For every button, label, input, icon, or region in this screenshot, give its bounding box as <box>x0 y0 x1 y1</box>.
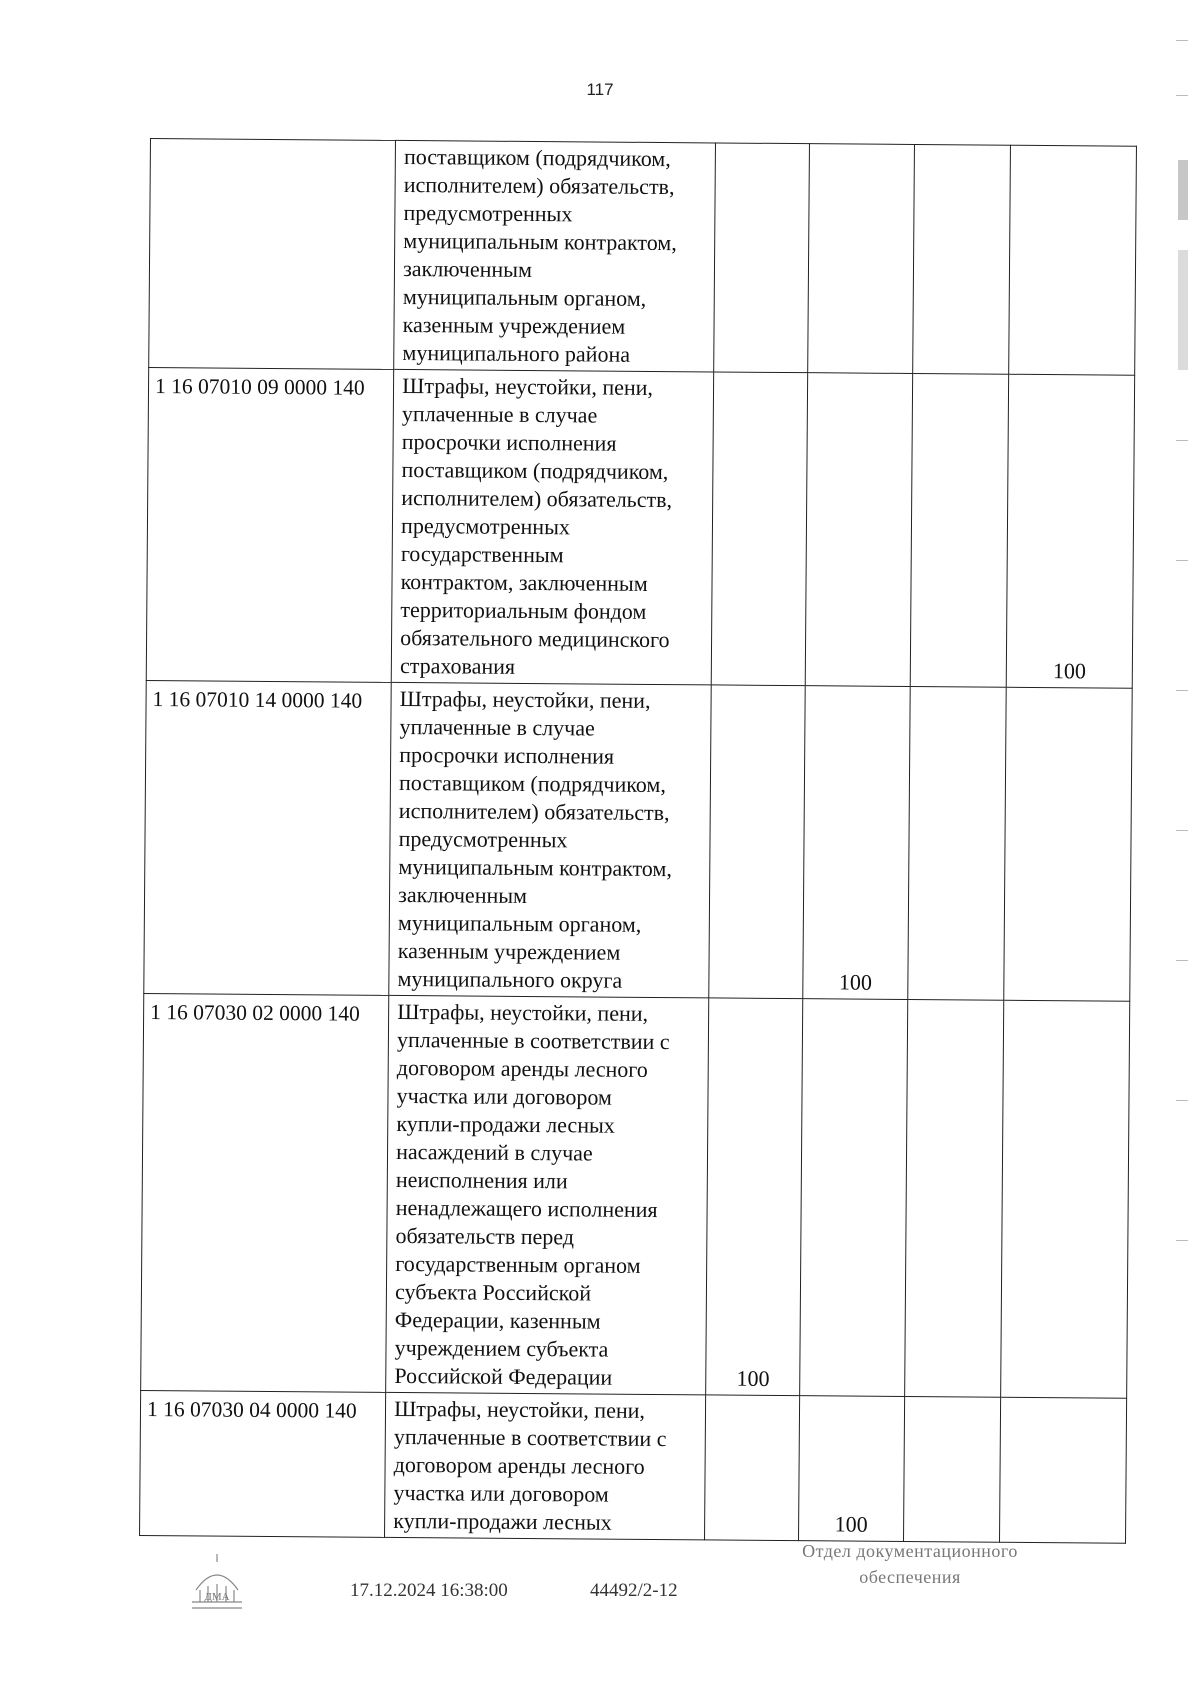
table-row <box>144 680 1132 1001</box>
description-line: предусмотренных <box>403 199 573 227</box>
description-line: Российской Федерации <box>394 1362 613 1390</box>
table-row <box>146 367 1134 688</box>
percent-cell-col-4 <box>1004 687 1132 1001</box>
description-line: участка или договором <box>393 1479 609 1507</box>
row-description-cell <box>389 682 711 998</box>
department-stamp-line-2: обеспечения <box>859 1567 961 1587</box>
percent-cell-col-3 <box>912 145 1010 375</box>
description-line: казенным учреждением <box>402 311 626 339</box>
description-line: муниципальным контрактом, <box>403 227 677 256</box>
description-line: субъекта Российской <box>394 1278 592 1306</box>
percent-cell-col-4 <box>1000 1397 1127 1543</box>
row-code-cell: 1 16 07030 04 0000 140 <box>140 1390 386 1537</box>
row-description-cell <box>394 140 716 372</box>
percent-cell-col-3 <box>904 999 1004 1397</box>
registration-number: 44492/2-12 <box>590 1580 678 1601</box>
percent-cell-col-4 <box>1009 145 1137 375</box>
emblem-stamp-icon <box>188 1550 246 1614</box>
description-line: обязательного медицинского <box>400 624 670 653</box>
description-line: уплаченные в соответствии с <box>396 1026 670 1055</box>
description-line: просрочки исполнения <box>401 428 617 456</box>
description-line: Штрафы, неустойки, пени, <box>402 372 654 400</box>
table-row <box>149 139 1137 376</box>
description-line: предусмотренных <box>401 512 571 540</box>
percent-cell-col-1 <box>705 1395 800 1541</box>
description-line: предусмотренных <box>398 825 568 853</box>
description-line: ненадлежащего исполнения <box>395 1194 658 1223</box>
svg-text:ДМА: ДМА <box>204 1591 230 1603</box>
description-line: купли-продажи лесных <box>393 1507 612 1535</box>
percent-cell-col-2 <box>808 144 914 374</box>
page-number: 117 <box>586 80 614 99</box>
description-line: государственным органом <box>395 1250 641 1278</box>
description-line: поставщиком (подрядчиком, <box>401 456 669 485</box>
row-description-cell <box>386 995 709 1395</box>
description-line: Штрафы, неустойки, пени, <box>399 685 651 713</box>
description-line: заключенным <box>398 881 528 908</box>
percent-cell-col-1 <box>711 372 808 686</box>
description-line: страхования <box>399 652 516 679</box>
percent-cell-col-2 <box>806 373 913 687</box>
description-line: неисполнения или <box>395 1166 568 1194</box>
description-line: уплаченные в соответствии с <box>393 1423 667 1452</box>
description-line: Штрафы, неустойки, пени, <box>394 1395 646 1423</box>
description-line: заключенным <box>403 255 533 283</box>
description-line: учреждением субъекта <box>394 1334 609 1362</box>
percent-cell-col-4 <box>1001 1000 1130 1398</box>
description-line: Федерации, казенным <box>394 1306 601 1334</box>
department-stamp-line-1: Отдел документационного <box>802 1541 1018 1561</box>
percent-cell-col-1: 100 <box>706 998 803 1396</box>
percent-cell-col-1 <box>714 143 810 373</box>
row-code-cell: 1 16 07010 14 0000 140 <box>144 680 392 995</box>
description-line: уплаченные в случае <box>401 400 598 428</box>
description-line: поставщиком (подрядчиком, <box>398 769 666 798</box>
row-code-cell: 1 16 07010 09 0000 140 <box>146 367 394 682</box>
percent-cell-col-2: 100 <box>799 1396 904 1542</box>
description-line: договором аренды лесного <box>393 1451 645 1479</box>
description-line: обязательств перед <box>395 1222 575 1250</box>
description-line: контрактом, заключенным <box>400 568 648 596</box>
percent-cell-col-3 <box>903 1396 1001 1542</box>
row-description-cell <box>391 369 713 685</box>
percent-cell-col-4: 100 <box>1006 374 1134 688</box>
row-code-cell <box>149 139 396 370</box>
row-description-cell <box>385 1392 706 1540</box>
description-line: купли-продажи лесных <box>396 1110 615 1138</box>
description-line: исполнителем) обязательств, <box>401 484 673 513</box>
description-line: муниципальным контрактом, <box>398 853 672 882</box>
document-date: 17.12.2024 16:38:00 <box>350 1580 508 1601</box>
description-line: казенным учреждением <box>397 937 621 965</box>
description-line: участка или договором <box>396 1082 612 1110</box>
table-row <box>141 993 1130 1398</box>
description-line: насаждений в случае <box>396 1138 593 1166</box>
percent-cell-col-1 <box>709 685 806 999</box>
department-stamp <box>760 1538 1060 1590</box>
description-line: муниципального округа <box>397 965 623 993</box>
description-line: уплаченные в случае <box>399 713 595 741</box>
description-line: Штрафы, неустойки, пени, <box>397 998 649 1026</box>
description-line: поставщиком (подрядчиком, <box>403 143 671 172</box>
table-row <box>140 1390 1127 1543</box>
description-line: государственным <box>400 540 564 568</box>
description-line: просрочки исполнения <box>399 741 615 769</box>
percent-cell-col-2: 100 <box>803 686 910 1000</box>
revenue-classification-table <box>139 138 1137 1544</box>
percent-cell-col-3 <box>910 373 1009 687</box>
scan-edge-artifacts <box>1176 0 1190 1310</box>
description-line: исполнителем) обязательств, <box>403 171 675 200</box>
percent-cell-col-3 <box>907 686 1006 1000</box>
description-line: территориальным фондом <box>400 596 647 624</box>
row-code-cell: 1 16 07030 02 0000 140 <box>141 993 389 1392</box>
description-line: муниципальным органом, <box>397 909 642 937</box>
description-line: муниципального района <box>402 339 631 367</box>
percent-cell-col-2 <box>800 999 907 1397</box>
description-line: договором аренды лесного <box>396 1054 648 1082</box>
description-line: муниципальным органом, <box>402 283 647 311</box>
description-line: исполнителем) обязательств, <box>398 797 670 826</box>
